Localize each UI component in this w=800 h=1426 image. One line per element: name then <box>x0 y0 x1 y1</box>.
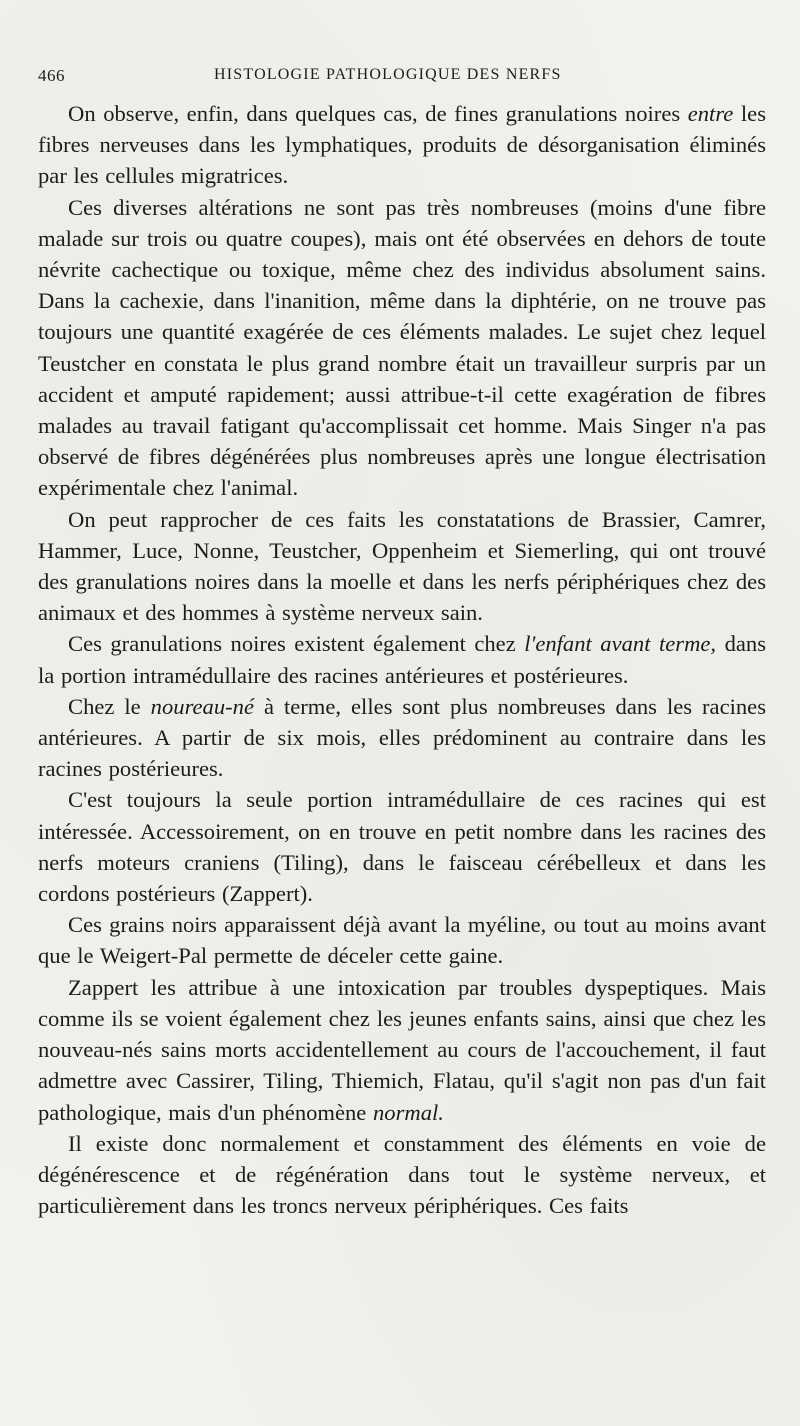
paragraph-3 <box>38 504 766 629</box>
running-title: HISTOLOGIE PATHOLOGIQUE DES NERFS <box>214 66 562 83</box>
paragraph-1 <box>38 98 766 192</box>
paragraph-text: les fibres nerveuses dans les lymphatiques, produits de désorganisation éliminés par les cellules migratrices. <box>38 101 766 189</box>
paragraph-text: Il existe donc normalement et constamment des éléments en voie de dégénérescence et de régénération dans tout le système nerveux, et particulièrement dans les troncs nerveux périphériques. Ces faits <box>38 1130 766 1219</box>
paragraph-9 <box>38 1128 766 1222</box>
paragraph-text: C'est toujours la seule portion intramédullaire de ces racines qui est intéressée. Accessoirement, on en trouve en petit nombre dans les racines des nerfs moteurs craniens (Tiling), dans le faisceau cérébelleux et dans les cordons postérieurs (Zappert). <box>38 787 766 907</box>
paragraph-2 <box>38 192 766 504</box>
page-number: 466 <box>38 66 65 85</box>
paragraph-4 <box>38 628 766 690</box>
italic-text: noureau-né <box>150 693 254 719</box>
paragraph-6 <box>38 784 766 909</box>
paragraph-text: Chez le <box>68 693 151 719</box>
paragraph-5 <box>38 691 766 785</box>
paragraph-text: Ces diverses altérations ne sont pas très nombreuses (moins d'une fibre malade sur trois ou quatre coupes), mais ont été observées en dehors de toute névrite cachectique ou toxique, même chez des individus absolument sains. Dans la cachexie, dans l'inanition, même dans la diphtérie, on ne trouve pas toujours une quantité exagérée de ces éléments malades. Le sujet chez lequel Teustcher en constata le plus grand nombre était un travailleur surpris par un accident et amputé rapidement; aussi attribue-t-il cette exagération de fibres malades au travail fatigant qu'accomplissait cet homme. Mais Singer n'a pas observé de fibres dégénérées plus nombreuses après une longue électrisation expérimentale chez l'animal. <box>38 194 766 501</box>
paragraph-text: Ces grains noirs apparaissent déjà avant la myéline, ou tout au moins avant que le Weigert-Pal permette de déceler cette gaine. <box>38 912 766 969</box>
paragraph-text: On peut rapprocher de ces faits les constatations de Brassier, Camrer, Hammer, Luce, Nonne, Teustcher, Oppenheim et Siemerling, qui ont trouvé des granulations noires dans la moelle et dans les nerfs périphériques chez des animaux et des hommes à système nerveux sain. <box>38 506 766 626</box>
italic-text: l'enfant avant terme, <box>524 631 717 657</box>
paragraph-text: Zappert les attribue à une intoxication par troubles dyspeptiques. Mais comme ils se voient également chez les jeunes enfants sains, ainsi que chez les nouveau-nés sains morts accidentellement au cours de l'accouchement, il faut admettre avec Cassirer, Tiling, Thiemich, Flatau, qu'il s'agit non pas d'un fait pathologique, mais d'un phénomène <box>38 974 766 1125</box>
paragraph-text: Ces granulations noires existent également chez <box>68 631 525 657</box>
italic-text: normal. <box>373 1099 444 1125</box>
running-head <box>38 62 766 92</box>
italic-text: entre <box>687 101 734 126</box>
paragraph-text: On observe, enfin, dans quelques cas, de fines granulations noires <box>68 101 688 126</box>
paragraph-text: dans la portion intramédullaire des racines antérieures et postérieures. <box>38 631 766 688</box>
paragraph-8 <box>38 972 766 1128</box>
paragraph-text: à terme, elles sont plus nombreuses dans les racines antérieures. A partir de six mois, elles prédominent au contraire dans les racines postérieures. <box>38 693 766 782</box>
paragraph-7 <box>38 909 766 971</box>
body-text <box>38 98 766 1221</box>
